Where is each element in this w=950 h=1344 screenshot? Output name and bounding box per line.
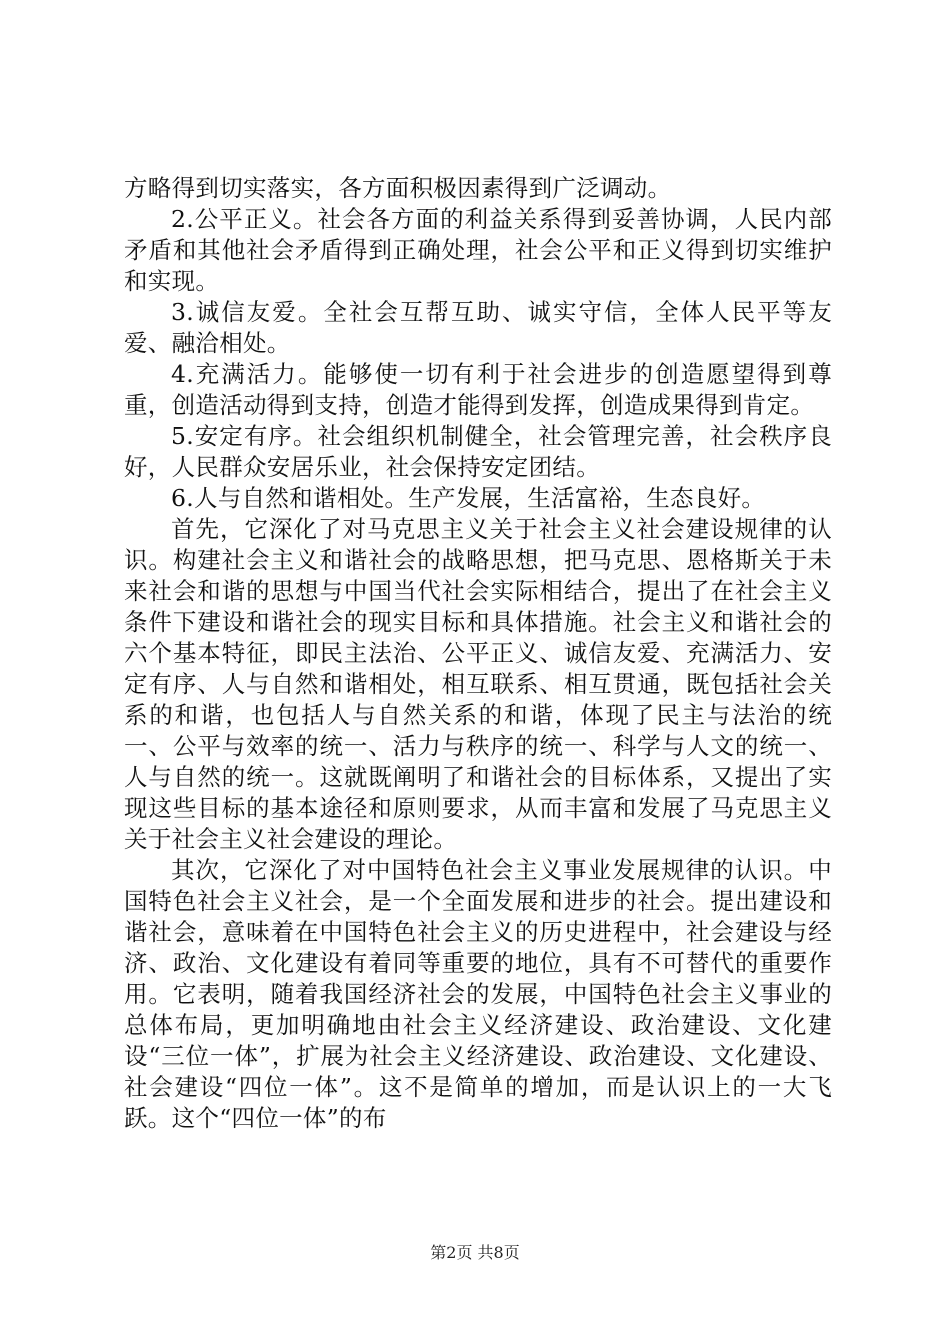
paragraph-second-point: 其次，它深化了对中国特色社会主义事业发展规律的认识。中国特色社会主义社会，是一个全面发展和进步的社会。提出建设和谐社会，意味着在中国特色社会主义的历史进程中，社会建设与经济、政治、文化建设有着同等重要的地位，具有不可替代的重要作用。它表明，随着我国经济社会的发展，中国特色社会主义事业的总体布局，更加明确地由社会主义经济建设、政治建设、文化建设“三位一体”，扩展为社会主义经济建设、政治建设、文化建设、社会建设“四位一体”。这不是简单的增加，而是认识上的一大飞跃。这个“四位一体”的布 xyxy=(124,856,832,1132)
paragraph-item-3: 3.诚信友爱。全社会互帮互助、诚实守信，全体人民平等友爱、融洽相处。 xyxy=(124,298,832,357)
paragraph-item-6: 6.人与自然和谐相处。生产发展，生活富裕，生态良好。 xyxy=(171,484,766,512)
paragraph-first-point: 首先，它深化了对马克思主义关于社会主义社会建设规律的认识。构建社会主义和谐社会的战略思想，把马克思、恩格斯关于未来社会和谐的思想与中国当代社会实际相结合，提出了在社会主义条件下建设和谐社会的现实目标和具体措施。社会主义和谐社会的六个基本特征，即民主法治、公平正义、诚信友爱、充满活力、安定有序、人与自然和谐相处，相互联系、相互贯通，既包括社会关系的和谐，也包括人与自然关系的和谐，体现了民主与法治的统一、公平与效率的统一、活力与秩序的统一、科学与人文的统一、人与自然的统一。这就既阐明了和谐社会的目标体系，又提出了实现这些目标的基本途径和原则要求，从而丰富和发展了马克思主义关于社会主义社会建设的理论。 xyxy=(124,515,832,853)
paragraph-item-4: 4.充满活力。能够使一切有利于社会进步的创造愿望得到尊重，创造活动得到支持，创造才能得到发挥，创造成果得到肯定。 xyxy=(124,360,832,419)
paragraph-continuation: 方略得到切实落实，各方面积极因素得到广泛调动。 xyxy=(124,174,672,202)
paragraph-item-5: 5.安定有序。社会组织机制健全，社会管理完善，社会秩序良好，人民群众安居乐业，社会保持安定团结。 xyxy=(124,422,832,481)
document-body xyxy=(124,173,832,1134)
page-number-footer: 第2页 共8页 xyxy=(430,1243,520,1262)
paragraph-item-2: 2.公平正义。社会各方面的利益关系得到妥善协调，人民内部矛盾和其他社会矛盾得到正确处理，社会公平和正义得到切实维护和实现。 xyxy=(124,205,832,295)
